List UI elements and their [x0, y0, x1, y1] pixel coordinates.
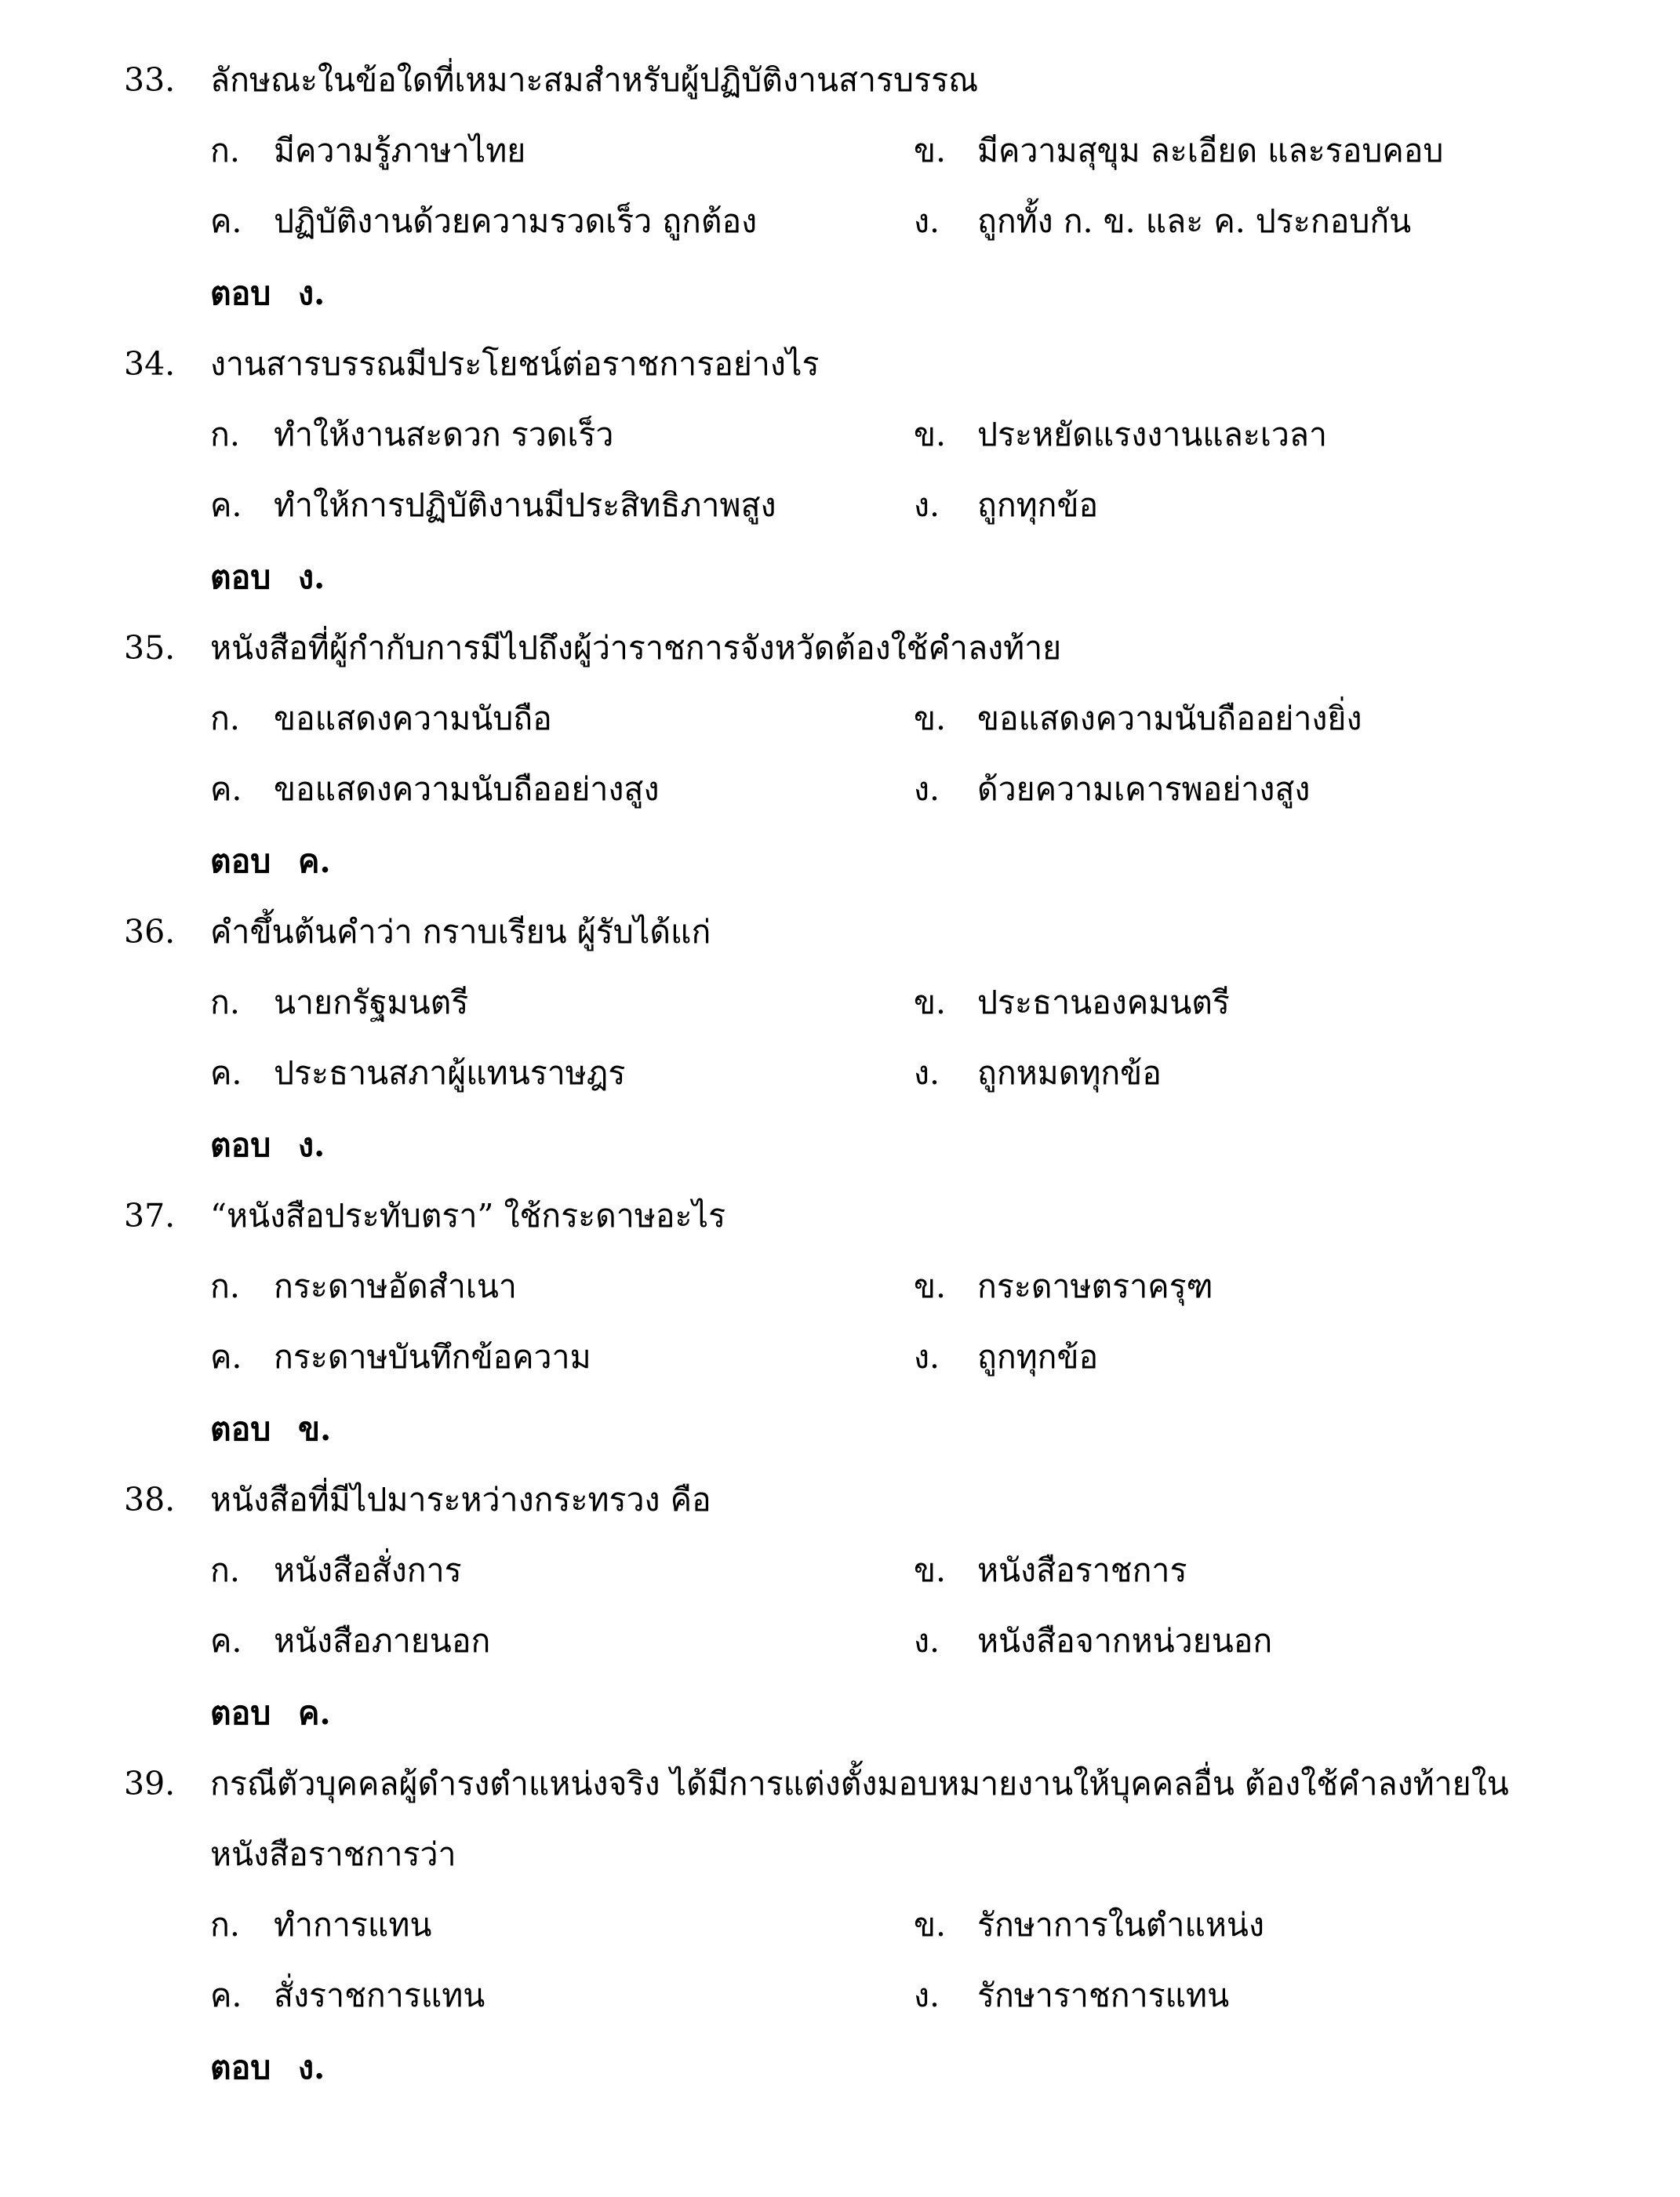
option-d: [914, 756, 1620, 827]
answer-label: ตอบ: [210, 1694, 271, 1732]
option-letter: ง.: [914, 202, 940, 240]
option-text: รักษาการในตำแหน่ง: [977, 1906, 1264, 1944]
option-text: ประหยัดแรงงานและเวลา: [977, 416, 1328, 453]
question-text: หนังสือที่มีไปมาระหว่างกระทรวง คือ: [210, 1481, 711, 1519]
answer-value: ง.: [298, 2049, 325, 2086]
option-letter: ค.: [210, 1622, 242, 1660]
question-text: งานสารบรรณมีประโยชน์ต่อราชการอย่างไร: [210, 345, 820, 383]
option-a: [210, 1892, 916, 1962]
option-text: มีความรู้ภาษาไทย: [274, 132, 526, 169]
option-letter: ง.: [914, 1054, 940, 1092]
option-letter: ง.: [914, 1977, 940, 2014]
option-text: นายกรัฐมนตรี: [274, 984, 469, 1021]
option-text: มีความสุขุม ละเอียด และรอบคอบ: [977, 132, 1444, 169]
question-line: [0, 1751, 1680, 1892]
option-text: ขอแสดงความนับถืออย่างยิ่ง: [977, 700, 1362, 737]
option-b: [914, 118, 1620, 188]
answer-label: ตอบ: [210, 2049, 271, 2086]
option-letter: ค.: [210, 202, 242, 240]
option-text: ประธานสภาผู้แทนราษฎร: [274, 1054, 626, 1092]
option-letter: ก.: [210, 700, 240, 737]
answer-value: ข.: [298, 1410, 332, 1448]
option-text: ทำให้การปฏิบัติงานมีประสิทธิภาพสูง: [274, 486, 776, 524]
option-b: [914, 686, 1620, 756]
option-text: ถูกทุกข้อ: [977, 1338, 1099, 1376]
answer-label: ตอบ: [210, 1126, 271, 1164]
option-letter: ง.: [914, 486, 940, 524]
question-text: คำขึ้นต้นคำว่า กราบเรียน ผู้รับได้แก่: [210, 913, 711, 951]
question-number: 39.: [124, 1765, 176, 1802]
option-d: [914, 472, 1620, 543]
option-letter: ข.: [914, 132, 947, 169]
option-letter: ข.: [914, 1906, 947, 1944]
question-number: 36.: [124, 913, 176, 951]
option-b: [914, 1537, 1620, 1608]
option-b: [914, 1253, 1620, 1324]
option-letter: ค.: [210, 1338, 242, 1376]
option-b: [914, 969, 1620, 1040]
option-text: ถูกทุกข้อ: [977, 486, 1099, 524]
option-text: หนังสือจากหน่วยนอก: [977, 1622, 1273, 1660]
option-b: [914, 402, 1620, 472]
option-c: [210, 1040, 916, 1111]
option-text: ด้วยความเคารพอย่างสูง: [977, 770, 1311, 808]
option-a: [210, 686, 916, 756]
option-c: [210, 188, 916, 259]
option-text: รักษาราชการแทน: [977, 1977, 1230, 2014]
option-text: ถูกหมดทุกข้อ: [977, 1054, 1162, 1092]
question-number: 38.: [124, 1481, 176, 1519]
answer-label: ตอบ: [210, 275, 271, 312]
option-letter: ค.: [210, 770, 242, 808]
option-a: [210, 402, 916, 472]
question-line: [0, 47, 1680, 118]
option-text: กระดาษตราครุฑ: [977, 1268, 1213, 1305]
option-letter: ก.: [210, 1551, 240, 1589]
option-a: [210, 118, 916, 188]
option-d: [914, 1608, 1620, 1679]
question-line: [0, 615, 1680, 686]
option-text: สั่งราชการแทน: [274, 1977, 485, 2014]
option-letter: ก.: [210, 1906, 240, 1944]
option-a: [210, 1537, 916, 1608]
option-d: [914, 1324, 1620, 1395]
option-text: หนังสือราชการ: [977, 1551, 1187, 1589]
option-letter: ง.: [914, 770, 940, 808]
question-text: ลักษณะในข้อใดที่เหมาะสมสำหรับผู้ปฏิบัติงานสารบรรณ: [210, 61, 979, 99]
option-letter: ค.: [210, 1054, 242, 1092]
option-letter: ข.: [914, 1268, 947, 1305]
question-text: หนังสือที่ผู้กำกับการมีไปถึงผู้ว่าราชการจังหวัดต้องใช้คำลงท้าย: [210, 629, 1062, 667]
option-text: หนังสือสั่งการ: [274, 1551, 462, 1589]
option-a: [210, 1253, 916, 1324]
answer-label: ตอบ: [210, 842, 271, 880]
option-d: [914, 188, 1620, 259]
option-text: ทำการแทน: [274, 1906, 432, 1944]
question-text: กรณีตัวบุคคลผู้ดำรงตำแหน่งจริง ได้มีการแต่งตั้งมอบหมายงานให้บุคคลอื่น ต้องใช้คำลงท้ายใน: [210, 1765, 1509, 1802]
answer-value: ค.: [298, 1694, 331, 1732]
option-c: [210, 1608, 916, 1679]
option-letter: ก.: [210, 984, 240, 1021]
question-line: [0, 1183, 1680, 1253]
answer-label: ตอบ: [210, 1410, 271, 1448]
option-letter: ข.: [914, 700, 947, 737]
option-text: ขอแสดงความนับถืออย่างสูง: [274, 770, 660, 808]
option-letter: ก.: [210, 416, 240, 453]
option-letter: ข.: [914, 1551, 947, 1589]
question-number: 35.: [124, 629, 176, 667]
option-text: กระดาษอัดสำเนา: [274, 1268, 517, 1305]
option-letter: ค.: [210, 1977, 242, 2014]
option-a: [210, 969, 916, 1040]
option-text: ขอแสดงความนับถือ: [274, 700, 552, 737]
option-letter: ง.: [914, 1622, 940, 1660]
answer-value: ง.: [298, 1126, 325, 1164]
option-b: [914, 1892, 1620, 1962]
question-number: 34.: [124, 345, 176, 383]
option-letter: ข.: [914, 416, 947, 453]
question-line: [0, 899, 1680, 969]
option-letter: ก.: [210, 132, 240, 169]
answer-value: ง.: [298, 558, 325, 596]
option-text: หนังสือภายนอก: [274, 1622, 491, 1660]
option-text: ประธานองคมนตรี: [977, 984, 1230, 1021]
question-line: [0, 331, 1680, 402]
option-d: [914, 1040, 1620, 1111]
answer-label: ตอบ: [210, 558, 271, 596]
option-letter: ง.: [914, 1338, 940, 1376]
option-text: กระดาษบันทึกข้อความ: [274, 1338, 591, 1376]
question-number: 37.: [124, 1197, 176, 1235]
option-letter: ข.: [914, 984, 947, 1021]
option-c: [210, 472, 916, 543]
option-d: [914, 1962, 1620, 2033]
option-c: [210, 1324, 916, 1395]
option-text: ถูกทั้ง ก. ข. และ ค. ประกอบกัน: [977, 202, 1412, 240]
option-c: [210, 1962, 916, 2033]
answer-value: ง.: [298, 275, 325, 312]
option-text: ทำให้งานสะดวก รวดเร็ว: [274, 416, 614, 453]
question-number: 33.: [124, 61, 176, 99]
option-letter: ค.: [210, 486, 242, 524]
answer-value: ค.: [298, 842, 331, 880]
question-line: [0, 1467, 1680, 1537]
option-letter: ก.: [210, 1268, 240, 1305]
question-text-continued: หนังสือราชการว่า: [210, 1835, 456, 1873]
option-text: ปฏิบัติงานด้วยความรวดเร็ว ถูกต้อง: [274, 202, 758, 240]
option-c: [210, 756, 916, 827]
question-text: “หนังสือประทับตรา” ใช้กระดาษอะไร: [210, 1197, 726, 1235]
